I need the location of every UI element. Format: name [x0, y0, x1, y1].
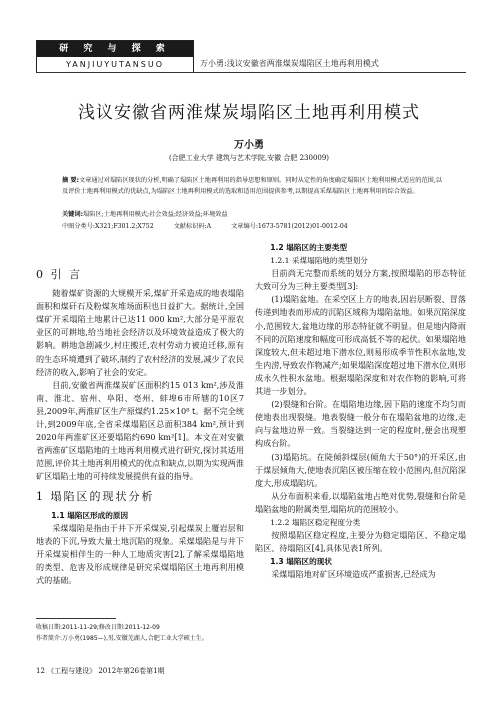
keywords: [62, 209, 442, 220]
column-name: 研 究 与 探 索: [37, 41, 193, 57]
abstract-label: 摘 要:: [62, 177, 80, 184]
section-1-2-heading: 1.2 塌陷区的主要类型: [270, 243, 348, 252]
section-1-heading: 1 塌陷区的现状分析: [36, 489, 155, 503]
section-1-2-2-heading: 1.2.2 塌陷区稳定程度分类: [270, 517, 361, 527]
paragraph: 目前,安徽省两淮煤炭矿区面积约15 013 km²,涉及淮南、淮北、宿州、阜阳、亳州、蚌埠6市所辖的10区7县,2009年,两淮矿区生产原煤约1.25×10⁸ t。据不完全统计,到2009年底,全省采煤塌陷区总面积384 km²,预计到2020年两淮矿区还要塌陷约690 km²[1]。本文在对安徽省两淮矿区塌陷地的土地再利用模式进行研究,探讨其适用范围,评价其土地再利用模式的优点和缺点,以期为实现两淮矿区塌陷土地的可持续发展提供有益的指导。: [36, 379, 244, 482]
paragraph: 采煤塌陷地对矿区环境造成严重损害,已经成为: [271, 569, 436, 580]
classification-line: [62, 221, 442, 232]
keywords-label: 关键词:: [62, 211, 84, 218]
right-column: [255, 241, 466, 581]
article-number: 文章编号:1673-5781(2012)01-0012-04: [231, 223, 348, 230]
page-number-line: 12 《工程与建设》 2012年第26卷第1期: [36, 667, 165, 675]
footnote: [36, 622, 296, 644]
paragraph: 采煤塌陷是指由于井下开采煤炭,引起煤炭上覆岩层和地表的下沉,导致大量土地沉陷的现象。采煤塌陷是与井下开采煤炭相伴生的一种人工地质灾害[2],了解采煤塌陷地的类型、危害及形成规律是研究采煤塌陷区土地再利用模式的基础。: [36, 522, 244, 586]
received-date: 收稿日期:2011-11-29;修改日期:2011-12-09: [36, 624, 160, 631]
left-column: [36, 262, 244, 587]
clc-number: 中图分类号:X321;F301.2;X752: [62, 223, 154, 230]
paragraph: (2)裂缝和台阶。在塌陷地边缘,因下陷的速度不均匀而使地表出现裂缝。地表裂缝一般分布在塌陷盆地的边缘,走向与盆地边界一致。当裂缝达到一定的程度时,便会出现塑构成台阶。: [255, 399, 466, 449]
footnote-divider: [36, 618, 116, 619]
column-badge: [36, 40, 194, 72]
paragraph: (1)塌陷盆地。在采空区上方的地表,因岩层断裂、冒落传递到地表而形成的沉陷区域称为塌陷盆地。如果沉陷深度小,范围较大,盆地边缘的形态特征就不明显。但是地内降雨不同的沉陷速度和幅度可形成高低不等的起伏。如果塌陷地深度较大,但未超过地下潜水位,则易形成季节性积水盆地,发生内涝,导致农作物减产;如果塌陷深度超过地下潜水位,则形成永久性积水盆地。根据塌陷深度和对农作物的影响,可将其进一步划分。: [255, 294, 466, 397]
running-title: 万小勇:浅议安徽省两淮煤炭塌陷区土地再利用模式: [200, 59, 379, 68]
keywords-text: 塌陷区;土地再利用模式;社会效益;经济效益;环境效益: [83, 211, 228, 218]
author-name: 万小勇: [234, 140, 264, 151]
section-0-heading: 0 引 言: [36, 268, 82, 281]
paragraph: 按照塌陷区稳定程度,主要分为稳定塌陷区、不稳定塌陷区、待塌陷区[4],具体见表1所列。: [255, 530, 466, 554]
paragraph: 目前尚无完整而系统的划分方案,按照塌陷的形态特征大致可分为三种主要类型[3]:: [255, 268, 466, 292]
document-code: 文献标识码:A: [173, 223, 212, 230]
paragraph: 从分布面积来看,以塌陷盆地占绝对优势,裂缝和台阶是塌陷盆地的附属类型,塌陷坑的范围较小。: [255, 490, 466, 514]
abstract: [62, 175, 442, 197]
article-title: 浅议安徽省两淮煤炭塌陷区土地再利用模式: [78, 103, 420, 123]
header-divider: [36, 72, 466, 73]
section-1-3-heading: 1.3 塌陷区的现状: [270, 557, 332, 567]
section-1-1-heading: 1.1 塌陷区形成的原因: [51, 510, 129, 520]
paragraph: (3)塌陷坑。在陡倾斜煤层(倾角大于50°)的开采区,由于煤层倾角大,使地表沉陷区被压缩在较小范围内,但沉陷深度大,形成塌陷坑。: [255, 451, 466, 488]
paragraph: 随着煤矿资源的大规模开采,煤矿开采造成的地表塌陷面积和煤矸石及粉煤灰堆场面积也日益扩大。据统计,全国煤矿开采塌陷土地累计已达11 000 km²,大部分是平原农业区的可耕地,给当地社会经济以及环境效益造成了极大的影响。耕地急剧减少,村庄搬迁,农村劳动力被迫迁移,原有的生态环境遭到了破坏,制约了农村经济的发展,减少了农民经济的收入,影响了社会的安定。: [36, 288, 244, 377]
column-name-pinyin: YANJIUYUTANSUO: [37, 57, 193, 72]
section-1-2-1-heading: 1.2.1 采煤塌陷地的类型划分: [270, 256, 368, 266]
abstract-text: 文章通过对塌陷区现状的分析,明确了塌陷区土地再利用的指导思想和原则。同时从定性的角度确定塌陷区土地利用模式适应的范围,以及评价土地再利用模式的优缺点,为塌陷区土地再利用模式的选取和适用范围提供参考,以期提高采煤塌陷区土地再利用的综合效益。: [62, 177, 442, 195]
author-bio: 作者简介:万小勇(1985—),男,安徽芜湖人,合肥工业大学硕士生。: [36, 635, 208, 642]
affiliation: (合肥工业大学 建筑与艺术学院,安徽 合肥 230009): [168, 154, 330, 162]
